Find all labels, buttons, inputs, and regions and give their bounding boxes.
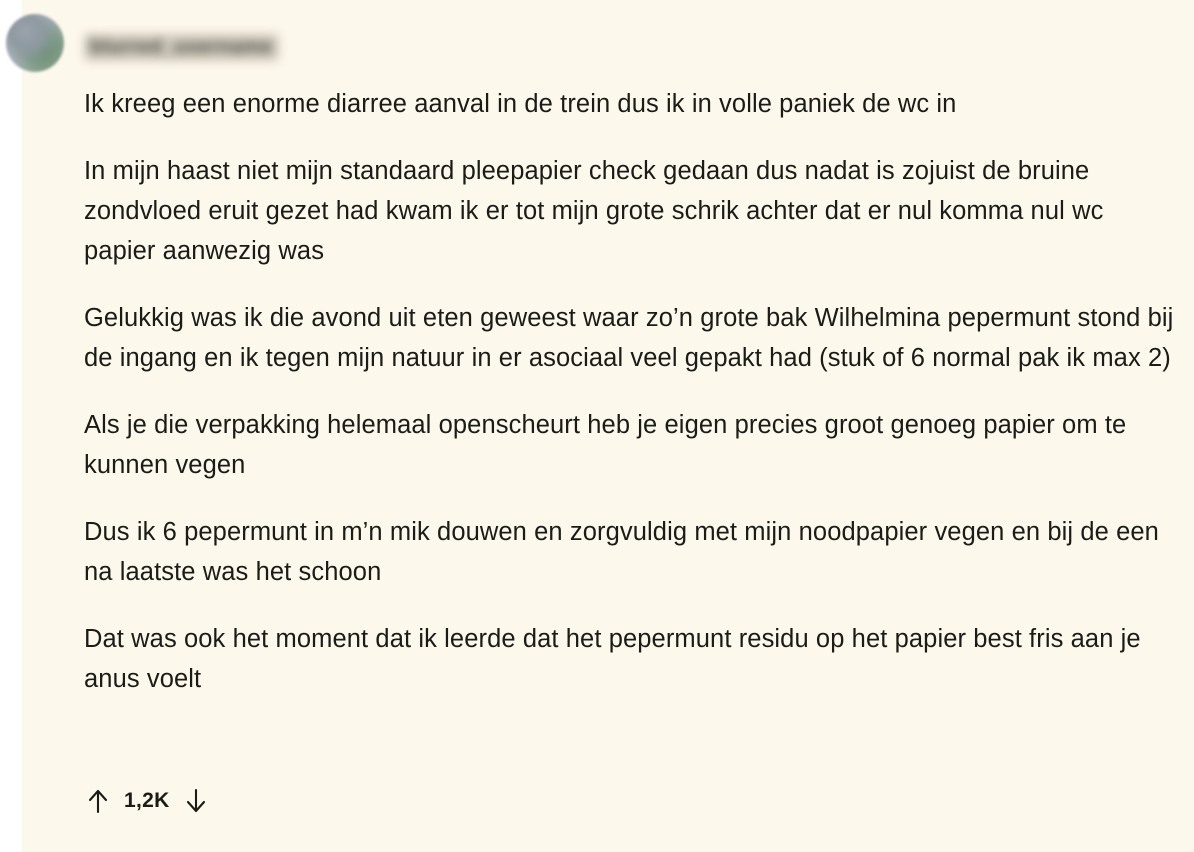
post-card (22, 0, 1194, 852)
page-left-margin (0, 0, 22, 852)
post-paragraph: In mijn haast niet mijn standaard pleepapier check gedaan dus nadat is zojuist de bruine zondvloed eruit gezet had kwam ik er tot mijn grote schrik achter dat er nul komma nul wc papier aanwezig was (84, 157, 1104, 265)
vote-count: 1,2K (124, 789, 170, 812)
post-paragraph: Gelukkig was ik die avond uit eten geweest waar zo’n grote bak Wilhelmina pepermunt stond bij de ingang en ik tegen mijn natuur in er asociaal veel gepakt had (stuk of 6 normal pak ik max 2) (84, 304, 1174, 372)
post-paragraph: Als je die verpakking helemaal openscheurt heb je eigen precies groot genoeg papier om te kunnen vegen (84, 411, 1127, 479)
post-paragraph: Dat was ook het moment dat ik leerde dat het pepermunt residu op het papier best fris aan je anus voelt (84, 625, 1141, 693)
post-paragraph: Dus ik 6 pepermunt in m’n mik douwen en zorgvuldig met mijn noodpapier vegen en bij de een na laatste was het schoon (84, 518, 1159, 586)
arrow-up-icon[interactable] (84, 786, 112, 816)
arrow-down-icon[interactable] (182, 786, 210, 816)
vote-bar (84, 786, 210, 816)
post-paragraph: Ik kreeg een enorme diarree aanval in de trein dus ik in volle paniek de wc in (84, 90, 957, 118)
post-body (84, 84, 1179, 726)
username-label[interactable]: blurred_username (84, 34, 279, 61)
avatar[interactable] (6, 14, 64, 72)
